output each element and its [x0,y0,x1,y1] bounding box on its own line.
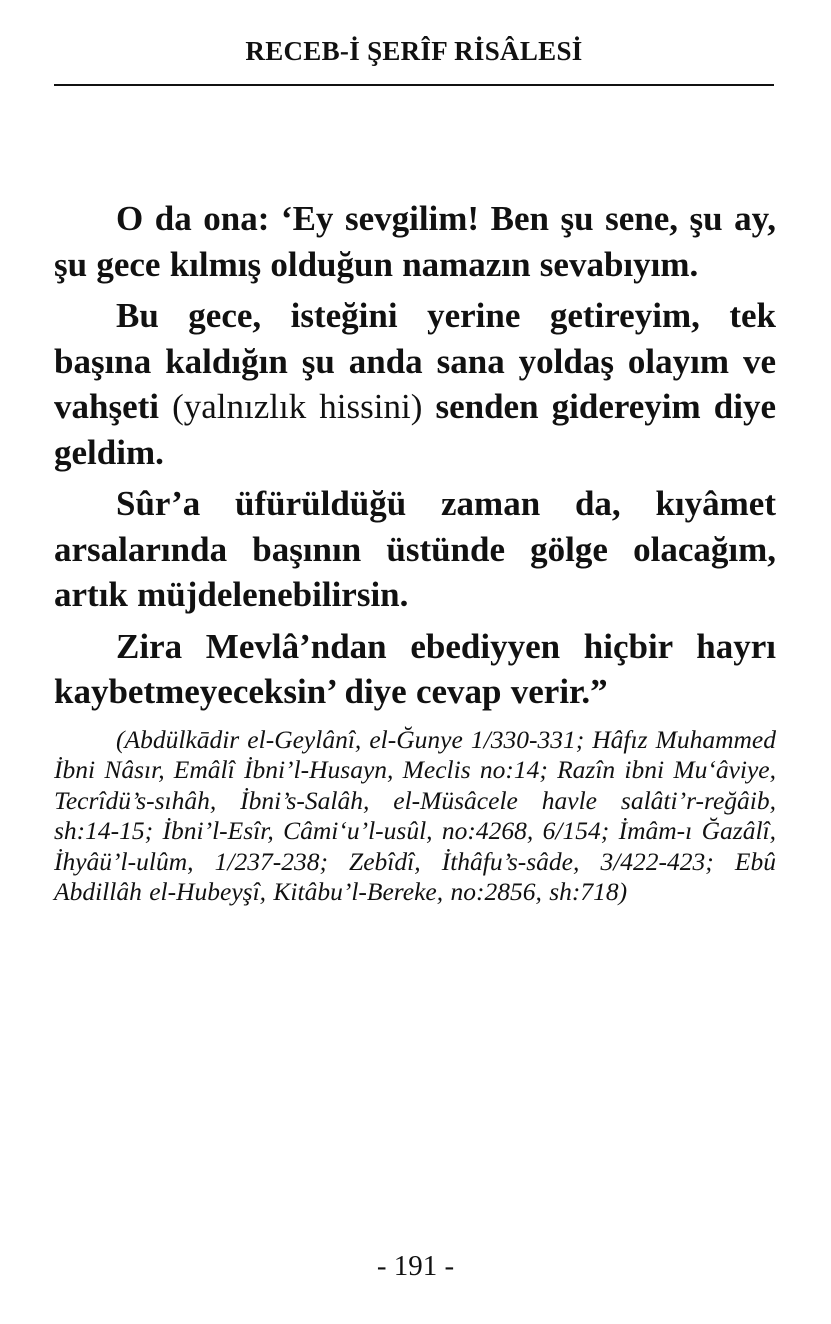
page-body [54,196,776,908]
paragraph-2-text-after: senden gidereyim diye geldim. [54,387,776,472]
paragraph-1: O da ona: ‘Ey sevgilim! Ben şu sene, şu ay, şu gece kılmış olduğun namazın sevabıyım. [54,199,776,284]
paragraph-2-parenthetical: (yalnızlık hissini) [172,387,423,426]
running-header [54,36,774,67]
paragraph-2-text-before: Bu gece, isteğini yerine getireyim, tek başına kaldığın şu anda sana yoldaş olayım ve vahşeti [54,296,776,426]
page-number: - 191 - [376,1250,455,1282]
paragraph-3: Sûr’a üfürüldüğü zaman da, kıyâmet arsalarında başının üstünde gölge olacağım, artık müjdelenebilirsin. [54,484,776,614]
citation: (Abdülkādir el-Geylânî, el-Ğunye 1/330-331; Hâfız Muhammed İbni Nâsır, Emâlî İbni’l-Husayn, Meclis no:14; Razîn ibni Mu‘âviye, Tecrîdü’s-sıhâh, İbni’s-Salâh, el-Müsâcele havle salâti’r-reğâib, sh:14-15; İbni’l-Esîr, Câmi‘u’l-usûl, no:4268, 6/154; İmâm-ı Ğazâlî, İhyâü’l-ulûm, 1/237-238; Zebîdî, İthâfu’s-sâde, 3/422-423; Ebû Abdillâh el-Hubeyşî, Kitâbu’l-Bereke, no:2856, sh:718) [54,724,776,906]
header-rule [54,84,774,86]
header-title: RECEB-İ ŞERÎF RİSÂLESİ [245,36,583,66]
paragraph-2 [54,293,776,475]
paragraph-4: Zira Mevlâ’ndan ebediyyen hiçbir hayrı kaybetmeyeceksin’ diye cevap verir.” [54,626,776,711]
